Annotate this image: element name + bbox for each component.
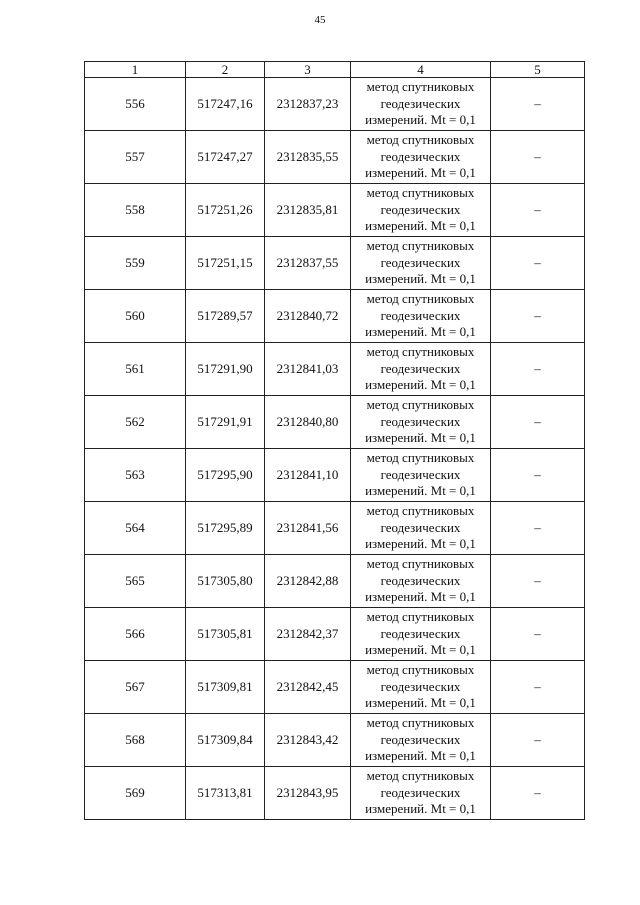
column-header: 3 [265,62,351,78]
method-text-line: метод спутниковых [366,714,475,730]
method-text-line: измерений. Mt = 0,1 [365,536,476,552]
point-number-cell: 569 [85,767,186,820]
method-cell [351,131,491,184]
method-text-line: метод спутниковых [366,608,475,624]
method-cell [351,237,491,290]
method-text-line: геодезических [380,201,461,217]
table-row [85,449,585,502]
table-header-row [85,62,585,78]
method-cell [351,396,491,449]
method-text-line: геодезических [380,625,461,641]
note-cell: – [491,343,585,396]
method-text-line: измерений. Mt = 0,1 [365,695,476,711]
method-text-line: геодезических [380,519,461,535]
method-text-line: измерений. Mt = 0,1 [365,589,476,605]
method-cell [351,555,491,608]
coordinates-table [84,61,585,820]
y-coordinate-cell: 2312843,42 [265,714,351,767]
method-text-line: геодезических [380,360,461,376]
y-coordinate-cell: 2312837,23 [265,78,351,131]
x-coordinate-cell: 517313,81 [186,767,265,820]
method-text-line: метод спутниковых [366,237,475,253]
table-row [85,767,585,820]
table-row [85,343,585,396]
column-header: 5 [491,62,585,78]
point-number-cell: 564 [85,502,186,555]
note-cell: – [491,767,585,820]
method-text-line: измерений. Mt = 0,1 [365,218,476,234]
method-text-line: метод спутниковых [366,343,475,359]
method-text-line: измерений. Mt = 0,1 [365,642,476,658]
y-coordinate-cell: 2312840,72 [265,290,351,343]
point-number-cell: 562 [85,396,186,449]
note-cell: – [491,396,585,449]
x-coordinate-cell: 517291,91 [186,396,265,449]
y-coordinate-cell: 2312842,45 [265,661,351,714]
point-number-cell: 558 [85,184,186,237]
x-coordinate-cell: 517305,81 [186,608,265,661]
method-text-line: измерений. Mt = 0,1 [365,483,476,499]
method-text-line: метод спутниковых [366,396,475,412]
y-coordinate-cell: 2312837,55 [265,237,351,290]
point-number-cell: 566 [85,608,186,661]
method-text-line: метод спутниковых [366,184,475,200]
y-coordinate-cell: 2312842,88 [265,555,351,608]
method-text-line: геодезических [380,254,461,270]
note-cell: – [491,449,585,502]
y-coordinate-cell: 2312843,95 [265,767,351,820]
method-cell [351,290,491,343]
x-coordinate-cell: 517291,90 [186,343,265,396]
method-text-line: измерений. Mt = 0,1 [365,801,476,817]
note-cell: – [491,661,585,714]
x-coordinate-cell: 517251,15 [186,237,265,290]
method-text-line: геодезических [380,572,461,588]
method-text-line: геодезических [380,413,461,429]
x-coordinate-cell: 517247,27 [186,131,265,184]
point-number-cell: 565 [85,555,186,608]
table-row [85,555,585,608]
method-text-line: метод спутниковых [366,131,475,147]
method-cell [351,661,491,714]
table-row [85,502,585,555]
method-text-line: метод спутниковых [366,555,475,571]
method-cell [351,78,491,131]
method-text-line: геодезических [380,466,461,482]
table-row [85,184,585,237]
x-coordinate-cell: 517251,26 [186,184,265,237]
table-row [85,237,585,290]
method-text-line: геодезических [380,95,461,111]
column-header: 1 [85,62,186,78]
note-cell: – [491,184,585,237]
method-text-line: измерений. Mt = 0,1 [365,430,476,446]
y-coordinate-cell: 2312841,10 [265,449,351,502]
method-text-line: метод спутниковых [366,661,475,677]
method-cell [351,502,491,555]
note-cell: – [491,237,585,290]
x-coordinate-cell: 517289,57 [186,290,265,343]
method-cell [351,767,491,820]
method-cell [351,343,491,396]
method-text-line: метод спутниковых [366,290,475,306]
method-text-line: измерений. Mt = 0,1 [365,112,476,128]
point-number-cell: 568 [85,714,186,767]
column-header: 4 [351,62,491,78]
method-text-line: геодезических [380,307,461,323]
column-header: 2 [186,62,265,78]
method-text-line: метод спутниковых [366,767,475,783]
y-coordinate-cell: 2312840,80 [265,396,351,449]
y-coordinate-cell: 2312835,81 [265,184,351,237]
method-text-line: измерений. Mt = 0,1 [365,165,476,181]
table-row [85,131,585,184]
method-text-line: геодезических [380,148,461,164]
page-number: 45 [314,14,326,26]
note-cell: – [491,502,585,555]
x-coordinate-cell: 517247,16 [186,78,265,131]
method-text-line: геодезических [380,731,461,747]
point-number-cell: 556 [85,78,186,131]
x-coordinate-cell: 517309,84 [186,714,265,767]
method-text-line: измерений. Mt = 0,1 [365,324,476,340]
y-coordinate-cell: 2312841,03 [265,343,351,396]
x-coordinate-cell: 517309,81 [186,661,265,714]
point-number-cell: 563 [85,449,186,502]
y-coordinate-cell: 2312835,55 [265,131,351,184]
table-row [85,290,585,343]
x-coordinate-cell: 517295,90 [186,449,265,502]
note-cell: – [491,555,585,608]
method-cell [351,184,491,237]
note-cell: – [491,290,585,343]
table-row [85,396,585,449]
method-text-line: метод спутниковых [366,78,475,94]
method-cell [351,449,491,502]
method-cell [351,714,491,767]
point-number-cell: 557 [85,131,186,184]
method-text-line: измерений. Mt = 0,1 [365,271,476,287]
method-text-line: измерений. Mt = 0,1 [365,748,476,764]
table-row [85,608,585,661]
note-cell: – [491,131,585,184]
note-cell: – [491,78,585,131]
method-text-line: геодезических [380,678,461,694]
method-cell [351,608,491,661]
method-text-line: измерений. Mt = 0,1 [365,377,476,393]
table-row [85,78,585,131]
x-coordinate-cell: 517295,89 [186,502,265,555]
point-number-cell: 560 [85,290,186,343]
table-row [85,661,585,714]
note-cell: – [491,608,585,661]
note-cell: – [491,714,585,767]
point-number-cell: 567 [85,661,186,714]
y-coordinate-cell: 2312841,56 [265,502,351,555]
method-text-line: метод спутниковых [366,502,475,518]
method-text-line: геодезических [380,784,461,800]
y-coordinate-cell: 2312842,37 [265,608,351,661]
x-coordinate-cell: 517305,80 [186,555,265,608]
point-number-cell: 561 [85,343,186,396]
point-number-cell: 559 [85,237,186,290]
method-text-line: метод спутниковых [366,449,475,465]
table-row [85,714,585,767]
